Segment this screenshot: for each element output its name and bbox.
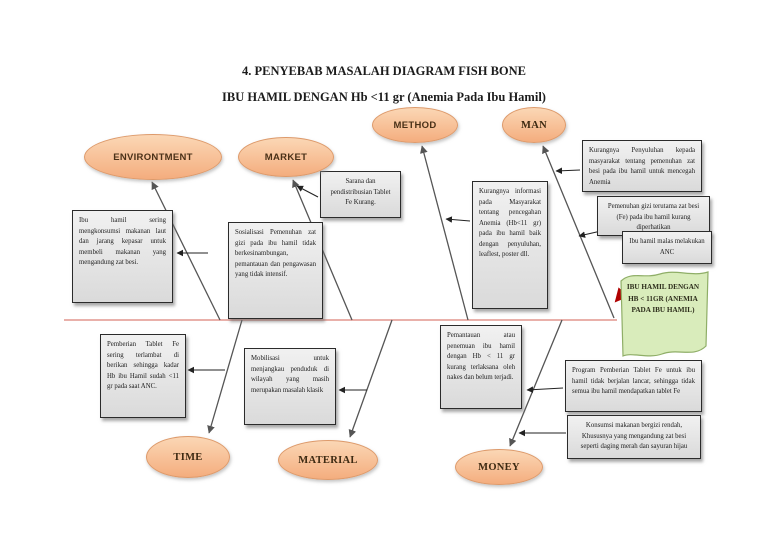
cause-man-penyuluhan: Kurangnya Penyuluhan kepada masyarakat tentang pemenuhan zat besi pada ibu hamil untuk mencegah Anemia: [582, 140, 702, 192]
cause-man-anc: Ibu hamil malas melakukan ANC: [622, 231, 712, 264]
bone-material: [350, 320, 392, 437]
cause-time-pemberian: Pemberian Tablet Fe sering terlambat di berikan sehingga kadar Hb ibu Hamil sudah <11 gr pada saat ANC.: [100, 334, 186, 418]
category-material: MATERIAL: [278, 440, 378, 480]
cause-material-pemantauan: Pemantauan atau penemuan ibu hamil dengan Hb < 11 gr kurang terlaksana oleh nakes dan belum terjadi.: [440, 325, 522, 409]
category-man: MAN: [502, 107, 566, 143]
cause-money-konsumsi: Konsumsi makanan bergizi rendah, Khususnya yang mengandung zat besi seperti daging merah dan sayuran hijau: [567, 415, 701, 459]
cause-market-sosialisasi: Sosialisasi Pemenuhan zat gizi pada ibu hamil tidak berkesinambungan, pemantauan dan pengawasan yang tidak intensif.: [228, 222, 323, 319]
bone-method: [422, 146, 468, 320]
arrow-informasi-box: [446, 219, 470, 221]
diagram-title: 4. PENYEBAB MASALAH DIAGRAM FISH BONE: [241, 64, 527, 78]
category-method: METHOD: [372, 107, 458, 143]
category-time: TIME: [146, 436, 230, 478]
cause-man-gizi: Pemenuhan gizi terutama zat besi (Fe) pada ibu hamil kurang diperhatikan: [597, 196, 710, 236]
cause-market-sarana: Sarana dan pendistribusian Tablet Fe Kurang.: [320, 171, 401, 218]
cause-environment-makanan: Ibu hamil sering mengkonsumsi makanan laut dan jarang kepasar untuk membeli makanan yang mengandung zat besi.: [72, 210, 173, 303]
arrow-penyuluhan-box: [556, 170, 580, 171]
category-market: MARKET: [238, 137, 334, 177]
fish-head: [614, 266, 714, 364]
fish-head-label: IBU HAMIL DENGAN HB < 11GR (ANEMIA PADA IBU HAMIL): [626, 283, 700, 315]
cause-money-program: Program Pemberian Tablet Fe untuk ibu hamil tidak berjalan lancar, sehingga tidak semua ibu hamil mendapatkan tablet Fe: [565, 360, 702, 412]
bone-time: [209, 320, 242, 433]
arrow-pemantauan-box: [527, 388, 563, 390]
cause-material-mobilisasi: Mobilisasi untuk menjangkau penduduk di wilayah yang masih merupakan masalah klasik: [244, 348, 336, 425]
diagram-subtitle: IBU HAMIL DENGAN Hb <11 gr (Anemia Pada Ibu Hamil): [222, 90, 546, 104]
cause-method-informasi: Kurangnya informasi pada Masyarakat tentang pencegahan Anemia (Hb<11 gr) pada ibu hamil baik dengan penyuluhan, leaflest, poster dll.: [472, 181, 548, 309]
category-money: MONEY: [455, 449, 543, 485]
category-environment: ENVIRONTMENT: [84, 134, 222, 180]
